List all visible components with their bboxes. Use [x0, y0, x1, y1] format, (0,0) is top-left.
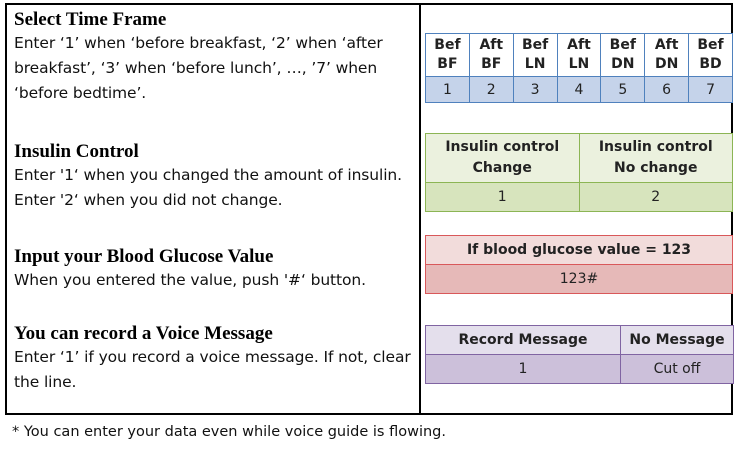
section-title: Input your Blood Glucose Value [14, 246, 274, 267]
section-title: You can record a Voice Message [14, 323, 273, 344]
time-header-cell: Aft LN [557, 34, 601, 77]
glucose-header-cell: If blood glucose value = 123 [426, 236, 733, 265]
section-time-frame [14, 9, 418, 106]
voice-value-cell: 1 [426, 355, 621, 384]
time-header-cell: Aft DN [645, 34, 689, 77]
blood-glucose-table [425, 235, 733, 294]
voice-header-cell: No Message [621, 326, 734, 355]
time-header-cell: Aft BF [469, 34, 513, 77]
voice-message-table [425, 325, 734, 384]
time-frame-table [425, 33, 733, 103]
insulin-header-cell: Insulin control No change [579, 134, 733, 183]
column-divider [419, 3, 421, 415]
time-value-cell: 6 [645, 77, 689, 103]
insulin-control-table [425, 133, 733, 212]
time-value-cell: 3 [513, 77, 557, 103]
time-header-cell: Bef BD [689, 34, 733, 77]
time-header-cell: Bef BF [426, 34, 470, 77]
time-value-cell: 2 [469, 77, 513, 103]
section-blood-glucose [14, 246, 418, 293]
voice-value-cell: Cut off [621, 355, 734, 384]
time-header-cell: Bef LN [513, 34, 557, 77]
time-value-cell: 7 [689, 77, 733, 103]
section-body: Enter ‘1’ if you record a voice message. If not, clear the line. [14, 348, 411, 391]
glucose-value-cell: 123# [426, 265, 733, 294]
section-title: Insulin Control [14, 141, 139, 162]
section-title: Select Time Frame [14, 9, 167, 30]
insulin-value-cell: 2 [579, 183, 733, 212]
time-header-cell: Bef DN [601, 34, 645, 77]
time-value-cell: 5 [601, 77, 645, 103]
voice-header-cell: Record Message [426, 326, 621, 355]
time-value-cell: 1 [426, 77, 470, 103]
section-body: Enter '1‘ when you changed the amount of insulin. Enter '2‘ when you did not change. [14, 166, 402, 209]
section-body: Enter ‘1’ when ‘before breakfast, ‘2’ when ‘after breakfast’, ‘3’ when ‘before lunch’, …, ’7’ when ‘before bedtime’. [14, 34, 383, 102]
section-body: When you entered the value, push '#‘ button. [14, 271, 366, 289]
insulin-value-cell: 1 [426, 183, 580, 212]
section-insulin-control [14, 141, 418, 213]
time-value-cell: 4 [557, 77, 601, 103]
footnote: * You can enter your data even while voice guide is flowing. [12, 424, 446, 440]
section-voice-message [14, 323, 418, 395]
insulin-header-cell: Insulin control Change [426, 134, 580, 183]
